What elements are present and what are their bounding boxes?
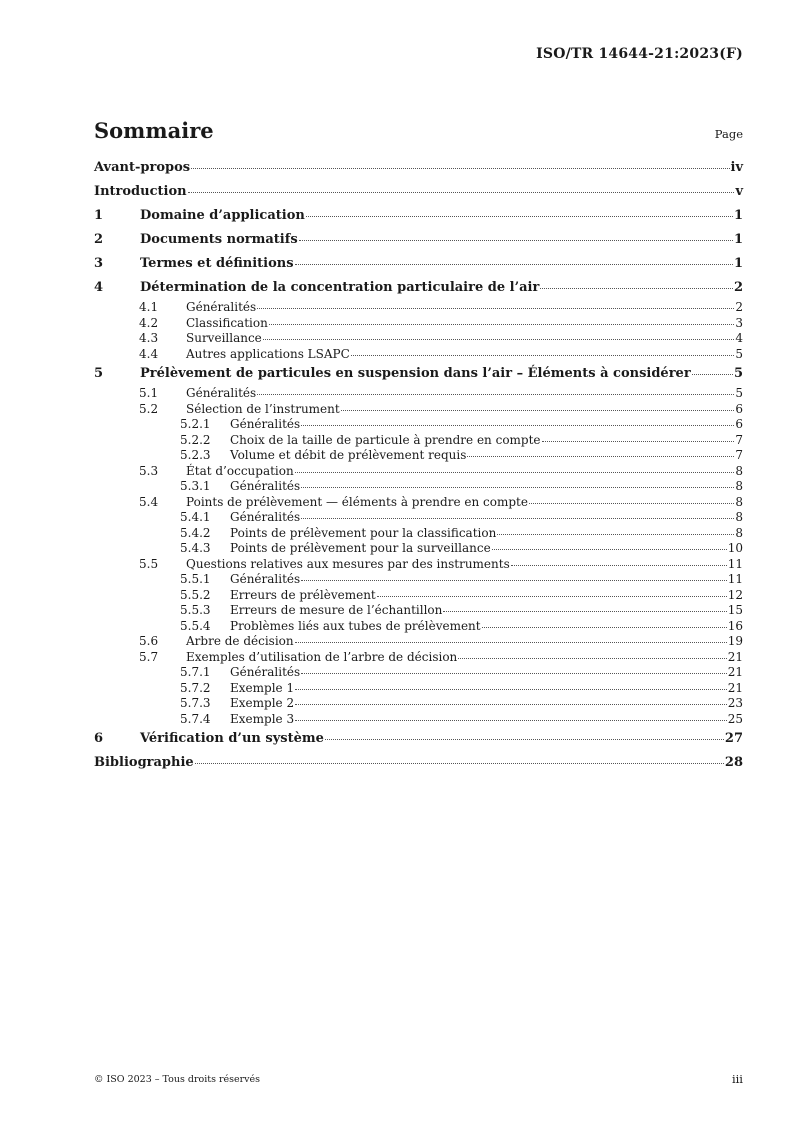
toc-entry-number: 5.4.2 [180, 525, 211, 540]
toc-entry-number: 5.2.1 [180, 417, 211, 431]
toc-entry-label: Surveillance [186, 331, 262, 345]
toc-entry[interactable] [94, 557, 743, 573]
toc-entry-page: 6 [735, 401, 743, 416]
toc-entry-page: 6 [735, 417, 743, 431]
toc-entry-number: 5.5.3 [180, 603, 211, 617]
toc-entry-label: Généralités [230, 417, 301, 431]
toc-entry[interactable] [94, 634, 743, 650]
dot-leader [443, 611, 726, 612]
toc-entry-label: État d’occupation [186, 463, 294, 478]
toc-entry-number: 5.4 [139, 494, 159, 509]
toc-entry-page: 8 [735, 525, 743, 540]
toc-entry[interactable] [94, 495, 743, 511]
toc-entry[interactable] [94, 572, 743, 588]
toc-entry-label: Généralités [230, 572, 301, 586]
toc-entry[interactable] [94, 417, 743, 433]
toc-entry-label: Documents normatifs [140, 232, 298, 247]
toc-entry[interactable] [94, 665, 743, 681]
toc-entry-number: 4.4 [139, 346, 159, 361]
toc-entry-page: 5 [735, 346, 743, 361]
dot-leader [467, 456, 734, 457]
toc-entry-label: Exemple 2 [230, 696, 295, 710]
toc-entry-page: iv [730, 160, 743, 175]
toc-entry-page: 2 [735, 300, 743, 314]
copyright-notice: © ISO 2023 – Tous droits réservés [94, 1074, 261, 1085]
toc-entry-page: 8 [735, 463, 743, 478]
dot-leader [482, 627, 727, 628]
toc-entry-page: 11 [727, 572, 743, 586]
toc-entry[interactable] [94, 464, 743, 480]
toc-entry-label: Généralités [186, 386, 257, 400]
toc-entry-number: 6 [94, 731, 104, 746]
toc-entry[interactable] [94, 479, 743, 495]
toc-entry-label: Points de prélèvement — éléments à prendre en compte [186, 494, 528, 509]
dot-leader [325, 739, 724, 740]
toc-entry-page: 12 [727, 587, 743, 602]
toc-entry-page: 23 [727, 696, 743, 710]
toc-entry-label: Généralités [230, 665, 301, 679]
toc-entry-number: 4.3 [139, 331, 159, 345]
dot-leader [269, 324, 735, 325]
toc-entry-label: Erreurs de mesure de l’échantillon [230, 603, 443, 617]
toc-entry[interactable] [94, 448, 743, 464]
toc-entry[interactable] [94, 402, 743, 418]
toc-entry-number: 5.5.2 [180, 587, 211, 602]
toc-entry-number: 5.2 [139, 401, 159, 416]
toc-entry[interactable] [94, 619, 743, 635]
toc-entry-label: Arbre de décision [186, 634, 294, 648]
dot-leader [295, 720, 727, 721]
toc-entry-label: Bibliographie [94, 755, 194, 770]
dot-leader [301, 425, 734, 426]
dot-leader [301, 580, 727, 581]
dot-leader [257, 308, 734, 309]
toc-entry-label: Points de prélèvement pour la surveillance [230, 541, 491, 555]
toc-entry-page: 21 [727, 649, 743, 664]
toc-entry[interactable] [94, 603, 743, 619]
dot-leader [301, 487, 734, 488]
toc-entry-number: 5.5 [139, 556, 159, 571]
dot-leader [295, 689, 727, 690]
toc-entry-label: Généralités [230, 479, 301, 493]
toc-entry-label: Problèmes liés aux tubes de prélèvement [230, 618, 481, 633]
toc-entry-number: 5.3 [139, 463, 159, 478]
dot-leader [295, 642, 727, 643]
toc-entry-number: 5.4.1 [180, 510, 211, 524]
toc-entry-label: Points de prélèvement pour la classification [230, 525, 497, 540]
toc-entry-number: 5.1 [139, 386, 159, 400]
toc-entry-label: Introduction [94, 184, 187, 199]
toc-entry-number: 5.3.1 [180, 479, 211, 493]
dot-leader [351, 355, 735, 356]
toc-entry-number: 5.7 [139, 649, 159, 664]
dot-leader [257, 394, 734, 395]
toc-entry[interactable] [94, 526, 743, 542]
toc-entry-number: 5.7.2 [180, 680, 211, 695]
toc-entry-number: 5.7.4 [180, 711, 211, 726]
toc-entry-page: 16 [727, 618, 743, 633]
toc-entry[interactable] [94, 712, 743, 728]
toc-entry-page: 2 [733, 280, 743, 295]
page-title: Sommaire [94, 118, 214, 143]
toc-entry[interactable] [94, 433, 743, 449]
toc-entry-page: 4 [735, 331, 743, 345]
toc-entry-label: Sélection de l’instrument [186, 401, 340, 416]
toc-entry-label: Généralités [230, 510, 301, 524]
toc-entry[interactable] [94, 510, 743, 526]
toc-entry-number: 4.2 [139, 315, 159, 330]
toc-title-row [94, 113, 743, 143]
toc-entry-number: 5.7.3 [180, 696, 211, 710]
dot-leader [341, 410, 735, 411]
toc-entry-label: Détermination de la concentration particulaire de l’air [140, 280, 540, 295]
toc-entry[interactable] [94, 300, 743, 316]
toc-entry-number: 4 [94, 280, 104, 295]
toc-entry-label: Volume et débit de prélèvement requis [230, 448, 467, 462]
toc-entry-page: 5 [735, 386, 743, 400]
toc-entry-label: Vérification d’un système [140, 731, 324, 746]
toc-entry[interactable] [94, 347, 743, 363]
dot-leader [188, 192, 735, 193]
toc-entry-label: Classification [186, 315, 268, 330]
toc-entry-page: 8 [735, 479, 743, 493]
toc-entry[interactable] [94, 588, 743, 604]
toc-entry-page: 7 [735, 432, 743, 447]
toc-entry-page: 10 [727, 541, 743, 555]
toc-entry-label: Prélèvement de particules en suspension dans l’air – Éléments à considérer [140, 366, 691, 381]
toc-entry-label: Généralités [186, 300, 257, 314]
toc-entry-label: Choix de la taille de particule à prendre en compte [230, 432, 541, 447]
dot-leader [301, 518, 734, 519]
toc-entry[interactable] [94, 156, 743, 180]
toc-entry[interactable] [94, 751, 743, 775]
dot-leader [529, 503, 734, 504]
dot-leader [497, 534, 734, 535]
toc-entry-page: 1 [733, 232, 743, 247]
toc-entry[interactable] [94, 650, 743, 666]
toc-entry-page: 5 [733, 366, 743, 381]
toc-entry-label: Autres applications LSAPC [186, 346, 350, 361]
page-column-label: Page [714, 127, 743, 141]
toc-entry[interactable] [94, 252, 743, 276]
toc-entry[interactable] [94, 228, 743, 252]
toc-entry-number: 5.2.2 [180, 432, 211, 447]
toc-entry[interactable] [94, 386, 743, 402]
toc-entry-number: 4.1 [139, 300, 159, 314]
toc-entry-label: Questions relatives aux mesures par des instruments [186, 556, 510, 571]
dot-leader [301, 673, 727, 674]
toc-entry-number: 5 [94, 366, 104, 381]
toc-entry-page: 25 [727, 711, 743, 726]
toc-entry-page: 21 [727, 665, 743, 679]
dot-leader [692, 374, 733, 375]
toc-entry-number: 3 [94, 256, 104, 271]
toc-entry-page: 21 [727, 680, 743, 695]
dot-leader [299, 240, 733, 241]
toc-entry-label: Termes et définitions [140, 256, 294, 271]
toc-entry-number: 5.5.4 [180, 618, 211, 633]
toc-entry-number: 5.4.3 [180, 541, 211, 555]
dot-leader [295, 264, 733, 265]
toc-entry-number: 5.5.1 [180, 572, 211, 586]
toc-entry-label: Domaine d’application [140, 208, 305, 223]
toc-entry-page: 8 [735, 494, 743, 509]
toc-entry-page: 28 [724, 755, 743, 770]
toc-entry[interactable] [94, 180, 743, 204]
toc-entry[interactable] [94, 362, 743, 386]
toc-entry-page: 19 [727, 634, 743, 648]
toc-entry-label: Exemples d’utilisation de l’arbre de décision [186, 649, 458, 664]
dot-leader [295, 472, 735, 473]
toc-entry[interactable] [94, 541, 743, 557]
dot-leader [492, 549, 727, 550]
toc-entry[interactable] [94, 316, 743, 332]
toc-entry-page: 8 [735, 510, 743, 524]
dot-leader [540, 288, 733, 289]
table-of-contents [94, 156, 743, 775]
dot-leader [542, 441, 735, 442]
toc-entry-page: 11 [727, 556, 743, 571]
toc-entry[interactable] [94, 204, 743, 228]
toc-entry-page: 27 [724, 731, 743, 746]
toc-entry-label: Erreurs de prélèvement [230, 587, 376, 602]
toc-entry-number: 1 [94, 208, 104, 223]
toc-entry-page: 15 [727, 603, 743, 617]
dot-leader [306, 216, 733, 217]
toc-entry-label: Avant-propos [94, 160, 191, 175]
toc-entry-page: 7 [735, 448, 743, 462]
toc-entry[interactable] [94, 276, 743, 300]
dot-leader [295, 704, 727, 705]
dot-leader [377, 596, 727, 597]
toc-entry-number: 5.2.3 [180, 448, 211, 462]
toc-entry-page: v [735, 184, 743, 199]
page-number: iii [731, 1072, 743, 1086]
dot-leader [511, 565, 727, 566]
toc-entry[interactable] [94, 727, 743, 751]
document-id: ISO/TR 14644-21:2023(F) [536, 46, 743, 62]
toc-entry-number: 5.6 [139, 634, 159, 648]
toc-entry[interactable] [94, 681, 743, 697]
toc-entry-label: Exemple 3 [230, 711, 295, 726]
toc-entry[interactable] [94, 331, 743, 347]
dot-leader [191, 168, 729, 169]
toc-entry-page: 1 [733, 256, 743, 271]
dot-leader [458, 658, 726, 659]
toc-entry[interactable] [94, 696, 743, 712]
toc-entry-page: 1 [733, 208, 743, 223]
toc-entry-number: 5.7.1 [180, 665, 211, 679]
toc-entry-page: 3 [735, 315, 743, 330]
dot-leader [263, 339, 735, 340]
dot-leader [195, 763, 724, 764]
toc-entry-number: 2 [94, 232, 104, 247]
toc-entry-label: Exemple 1 [230, 680, 295, 695]
